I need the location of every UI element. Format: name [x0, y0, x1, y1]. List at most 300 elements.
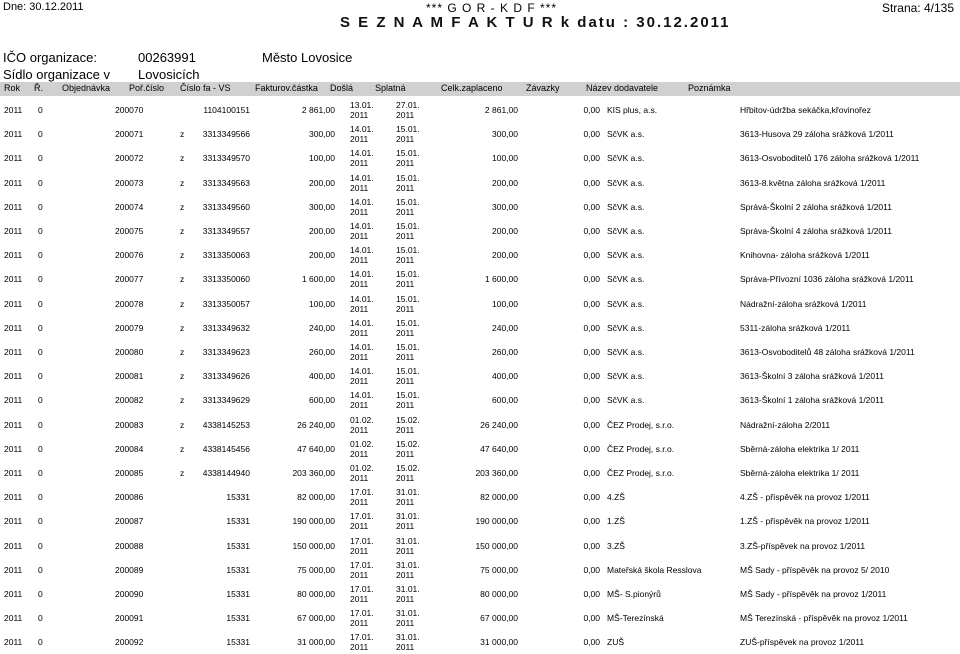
note-cell: MŠ Sady - příspěvěk na provoz 5/ 2010: [740, 564, 890, 575]
due-date-cell: [396, 463, 420, 483]
invoice-vs-cell: 15331: [226, 492, 250, 503]
r-cell: 0: [38, 540, 43, 551]
due-date-cell: [396, 173, 420, 193]
note-cell: MŠ Terezínská - příspěvěk na provoz 1/2011: [740, 613, 908, 624]
liabilities-cell: 0,00: [583, 153, 600, 164]
col-zavazky: Závazky: [526, 83, 560, 93]
received-date-cell-day: 14.01.: [350, 172, 374, 183]
received-date-cell-day: 17.01.: [350, 535, 374, 546]
due-date-cell-day: 31.01.: [396, 511, 420, 522]
r-cell: 0: [38, 274, 43, 285]
table-row: [0, 146, 960, 170]
z-flag-cell: z: [180, 129, 185, 140]
liabilities-cell: 0,00: [583, 564, 600, 575]
received-date-cell: [350, 366, 374, 386]
supplier-cell: SčVK a.s.: [607, 322, 645, 333]
year-cell: 2011: [4, 129, 23, 140]
paid-cell: 67 000,00: [480, 613, 518, 624]
invoice-vs-cell: 3313349566: [202, 129, 250, 140]
received-date-cell-year: 2011: [350, 497, 369, 508]
table-row: [0, 413, 960, 437]
due-date-cell-year: 2011: [396, 376, 415, 387]
invoice-vs-cell: 3313350060: [202, 274, 250, 285]
due-date-cell: [396, 197, 420, 217]
received-date-cell-day: 17.01.: [350, 487, 374, 498]
received-date-cell-year: 2011: [350, 642, 369, 653]
received-date-cell-day: 14.01.: [350, 317, 374, 328]
order-number-cell: 200071: [115, 129, 144, 140]
liabilities-cell: 0,00: [583, 516, 600, 527]
due-date-cell: [396, 415, 420, 435]
due-date-cell-year: 2011: [396, 497, 415, 508]
invoice-vs-cell: 15331: [226, 613, 250, 624]
col-objednavka: Objednávka: [62, 83, 111, 93]
org-name: Město Lovosice: [262, 50, 353, 65]
year-cell: 2011: [4, 177, 23, 188]
due-date-cell: [396, 560, 420, 580]
r-cell: 0: [38, 177, 43, 188]
liabilities-cell: 0,00: [583, 129, 600, 140]
note-cell: Sběrná-záloha elektrika 1/ 2011: [740, 468, 860, 478]
received-date-cell-day: 01.02.: [350, 414, 374, 425]
table-row: [0, 509, 960, 533]
amount-cell: 203 360,00: [292, 468, 335, 478]
due-date-cell-year: 2011: [396, 594, 415, 604]
supplier-cell: SčVK a.s.: [607, 347, 645, 357]
due-date-cell: [396, 511, 420, 531]
amount-cell: 100,00: [309, 153, 335, 164]
due-date-cell-day: 31.01.: [396, 584, 420, 594]
table-row: [0, 219, 960, 243]
year-cell: 2011: [4, 347, 23, 357]
year-cell: 2011: [4, 250, 23, 261]
liabilities-cell: 0,00: [583, 250, 600, 261]
due-date-cell: [396, 245, 420, 265]
z-flag-cell: z: [180, 153, 185, 164]
supplier-cell: SčVK a.s.: [607, 250, 645, 261]
invoice-vs-cell: 15331: [226, 516, 250, 527]
supplier-cell: SčVK a.s.: [607, 177, 645, 188]
year-cell: 2011: [4, 298, 23, 309]
note-cell: Sběrná-záloha elektrika 1/ 2011: [740, 443, 860, 454]
received-date-cell-day: 14.01.: [350, 245, 374, 256]
r-cell: 0: [38, 516, 43, 527]
due-date-cell-year: 2011: [396, 352, 415, 362]
table-row: [0, 340, 960, 364]
year-cell: 2011: [4, 589, 23, 599]
due-date-cell-day: 31.01.: [396, 535, 420, 546]
invoice-vs-cell: 3313349629: [202, 395, 250, 406]
received-date-cell-year: 2011: [350, 206, 369, 217]
received-date-cell-year: 2011: [350, 158, 369, 169]
due-date-cell-year: 2011: [396, 642, 415, 653]
received-date-cell-day: 14.01.: [350, 196, 374, 207]
r-cell: 0: [38, 637, 43, 648]
due-date-cell-day: 15.01.: [396, 366, 420, 377]
received-date-cell: [350, 487, 374, 507]
supplier-cell: MŠ-Terezínská: [607, 613, 664, 624]
z-flag-cell: z: [180, 322, 185, 333]
note-cell: 3613-Husova 29 záloha srážková 1/2011: [740, 129, 894, 140]
z-flag-cell: z: [180, 443, 185, 454]
year-cell: 2011: [4, 226, 23, 236]
note-cell: MŠ Sady - příspěvěk na provoz 1/2011: [740, 589, 887, 599]
received-date-cell: [350, 294, 374, 314]
due-date-cell: [396, 536, 420, 556]
table-row: [0, 98, 960, 122]
received-date-cell: [350, 390, 374, 410]
due-date-cell-year: 2011: [396, 545, 415, 556]
received-date-cell: [350, 173, 374, 193]
note-cell: 5311-záloha srážková 1/2011: [740, 322, 851, 333]
received-date-cell-day: 17.01.: [350, 559, 374, 570]
col-poznamka: Poznámka: [688, 83, 731, 93]
received-date-cell-day: 14.01.: [350, 342, 374, 352]
note-cell: 3613-Osvoboditelů 176 záloha srážková 1/2011: [740, 153, 920, 164]
order-number-cell: 200080: [115, 347, 144, 357]
received-date-cell-year: 2011: [350, 545, 369, 556]
amount-cell: 600,00: [309, 395, 335, 406]
table-row: [0, 364, 960, 388]
order-number-cell: 200092: [115, 637, 144, 648]
amount-cell: 240,00: [309, 322, 335, 333]
note-cell: 4.ZŠ - příspěvěk na provoz 1/2011: [740, 492, 870, 503]
liabilities-cell: 0,00: [583, 274, 600, 285]
received-date-cell-year: 2011: [350, 182, 369, 193]
year-cell: 2011: [4, 468, 23, 478]
due-date-cell-year: 2011: [396, 255, 415, 266]
supplier-cell: Mateřská škola Resslova: [607, 564, 702, 575]
col-splatna: Splatná: [375, 83, 406, 93]
received-date-cell-day: 14.01.: [350, 124, 374, 135]
received-date-cell-year: 2011: [350, 594, 369, 604]
received-date-cell: [350, 415, 374, 435]
order-number-cell: 200088: [115, 540, 144, 551]
supplier-cell: SčVK a.s.: [607, 395, 645, 406]
invoice-vs-cell: 15331: [226, 564, 250, 575]
note-cell: Nádražní-záloha srážková 1/2011: [740, 298, 867, 309]
paid-cell: 31 000,00: [480, 637, 518, 648]
due-date-cell: [396, 632, 420, 652]
invoice-vs-cell: 4338145456: [202, 443, 250, 454]
order-number-cell: 200082: [115, 395, 144, 406]
received-date-cell: [350, 197, 374, 217]
due-date-cell: [396, 342, 420, 362]
liabilities-cell: 0,00: [583, 637, 600, 648]
note-cell: Správá-Školní 2 záloha srážková 1/2011: [740, 201, 892, 212]
received-date-cell-year: 2011: [350, 521, 369, 532]
received-date-cell-day: 14.01.: [350, 390, 374, 401]
note-cell: 3613-Osvoboditelů 48 záloha srážková 1/2011: [740, 347, 915, 357]
r-cell: 0: [38, 468, 43, 478]
table-row: [0, 606, 960, 630]
liabilities-cell: 0,00: [583, 201, 600, 212]
amount-cell: 80 000,00: [297, 589, 335, 599]
invoice-vs-cell: 3313349623: [202, 347, 250, 357]
order-number-cell: 200090: [115, 589, 144, 599]
paid-cell: 47 640,00: [480, 443, 518, 454]
received-date-cell-year: 2011: [350, 448, 369, 459]
amount-cell: 200,00: [309, 177, 335, 188]
z-flag-cell: z: [180, 201, 185, 212]
note-cell: 3.ZŠ-příspěvek na provoz 1/2011: [740, 540, 866, 551]
due-date-cell-year: 2011: [396, 158, 415, 169]
supplier-cell: ZUŠ: [607, 637, 624, 648]
received-date-cell: [350, 536, 374, 556]
order-number-cell: 200087: [115, 516, 144, 527]
z-flag-cell: z: [180, 468, 185, 478]
liabilities-cell: 0,00: [583, 419, 600, 430]
paid-cell: 75 000,00: [480, 564, 518, 575]
table-row: [0, 485, 960, 509]
due-date-cell-day: 15.01.: [396, 342, 420, 352]
due-date-cell-year: 2011: [396, 569, 415, 580]
received-date-cell: [350, 124, 374, 144]
due-date-cell-day: 15.01.: [396, 124, 420, 135]
received-date-cell-day: 14.01.: [350, 148, 374, 159]
due-date-cell-year: 2011: [396, 327, 415, 338]
invoice-vs-cell: 3313349560: [202, 201, 250, 212]
due-date-cell: [396, 487, 420, 507]
due-date-cell: [396, 318, 420, 338]
year-cell: 2011: [4, 613, 23, 624]
note-cell: Správa-Přívozní 1036 záloha srážková 1/2011: [740, 274, 914, 285]
ico-value: 00263991: [138, 50, 196, 65]
year-cell: 2011: [4, 564, 23, 575]
liabilities-cell: 0,00: [583, 613, 600, 624]
year-cell: 2011: [4, 516, 23, 527]
invoice-vs-cell: 4338145253: [202, 419, 250, 430]
year-cell: 2011: [4, 105, 23, 115]
order-number-cell: 200076: [115, 250, 144, 261]
received-date-cell-year: 2011: [350, 424, 369, 435]
z-flag-cell: z: [180, 347, 185, 357]
order-number-cell: 200074: [115, 201, 144, 212]
due-date-cell-year: 2011: [396, 279, 415, 290]
due-date-cell: [396, 100, 420, 120]
order-number-cell: 200072: [115, 153, 144, 164]
year-cell: 2011: [4, 371, 23, 382]
paid-cell: 100,00: [492, 153, 518, 164]
received-date-cell-year: 2011: [350, 279, 369, 290]
paid-cell: 400,00: [492, 371, 518, 382]
due-date-cell-year: 2011: [396, 424, 415, 435]
paid-cell: 2 861,00: [484, 105, 518, 115]
due-date-cell-year: 2011: [396, 303, 415, 314]
received-date-cell-year: 2011: [350, 473, 369, 483]
liabilities-cell: 0,00: [583, 468, 600, 478]
z-flag-cell: z: [180, 395, 185, 406]
r-cell: 0: [38, 129, 43, 140]
due-date-cell-year: 2011: [396, 110, 415, 120]
paid-cell: 190 000,00: [475, 516, 518, 527]
due-date-cell-day: 15.01.: [396, 221, 420, 231]
column-header-bar: [0, 82, 960, 96]
order-number-cell: 200083: [115, 419, 144, 430]
table-row: [0, 582, 960, 606]
due-date-cell-day: 15.02.: [396, 414, 420, 425]
paid-cell: 240,00: [492, 322, 518, 333]
invoice-vs-cell: 1104100151: [203, 105, 250, 115]
note-cell: 3613-Školní 3 záloha srážková 1/2011: [740, 371, 884, 382]
table-row: [0, 267, 960, 291]
due-date-cell: [396, 439, 420, 459]
received-date-cell: [350, 584, 374, 604]
col-castka: Fakturov.částka: [255, 83, 318, 93]
supplier-cell: MŠ- S.pionýrů: [607, 589, 661, 599]
r-cell: 0: [38, 589, 43, 599]
due-date-cell: [396, 148, 420, 168]
paid-cell: 82 000,00: [480, 492, 518, 503]
amount-cell: 260,00: [309, 347, 335, 357]
received-date-cell: [350, 221, 374, 241]
r-cell: 0: [38, 201, 43, 212]
invoice-vs-cell: 15331: [226, 637, 250, 648]
r-cell: 0: [38, 395, 43, 406]
received-date-cell: [350, 632, 374, 652]
paid-cell: 200,00: [492, 226, 518, 236]
received-date-cell: [350, 100, 374, 120]
due-date-cell-day: 15.01.: [396, 196, 420, 207]
invoice-vs-cell: 4338144940: [202, 468, 250, 478]
col-zaplaceno: Celk.zaplaceno: [441, 83, 503, 93]
due-date-cell-day: 15.01.: [396, 317, 420, 328]
invoice-vs-cell: 15331: [226, 540, 250, 551]
received-date-cell: [350, 148, 374, 168]
received-date-cell-day: 17.01.: [350, 511, 374, 522]
due-date-cell-year: 2011: [396, 206, 415, 217]
due-date-cell: [396, 221, 420, 241]
due-date-cell-day: 31.01.: [396, 559, 420, 570]
year-cell: 2011: [4, 322, 23, 333]
report-date: Dne: 30.12.2011: [3, 1, 84, 13]
invoice-vs-cell: 3313349626: [202, 371, 250, 382]
due-date-cell: [396, 390, 420, 410]
order-number-cell: 200075: [115, 226, 144, 236]
paid-cell: 200,00: [492, 177, 518, 188]
received-date-cell-day: 14.01.: [350, 221, 374, 231]
supplier-cell: SčVK a.s.: [607, 226, 645, 236]
order-number-cell: 200086: [115, 492, 144, 503]
due-date-cell: [396, 584, 420, 604]
liabilities-cell: 0,00: [583, 443, 600, 454]
z-flag-cell: z: [180, 226, 185, 236]
received-date-cell-day: 01.02.: [350, 438, 374, 449]
paid-cell: 100,00: [492, 298, 518, 309]
amount-cell: 1 600,00: [301, 274, 335, 285]
due-date-cell-day: 31.01.: [396, 608, 420, 619]
supplier-cell: SčVK a.s.: [607, 201, 645, 212]
due-date-cell-day: 15.01.: [396, 172, 420, 183]
order-number-cell: 200084: [115, 443, 144, 454]
received-date-cell-year: 2011: [350, 255, 369, 266]
col-dodavatel: Název dodavatele: [586, 83, 659, 93]
amount-cell: 47 640,00: [297, 443, 335, 454]
order-number-cell: 200079: [115, 322, 144, 333]
table-row: [0, 316, 960, 340]
year-cell: 2011: [4, 419, 23, 430]
supplier-cell: SčVK a.s.: [607, 371, 645, 382]
received-date-cell-day: 17.01.: [350, 584, 374, 594]
order-number-cell: 200078: [115, 298, 144, 309]
r-cell: 0: [38, 564, 43, 575]
r-cell: 0: [38, 226, 43, 236]
invoice-vs-cell: 3313350057: [202, 298, 250, 309]
due-date-cell: [396, 608, 420, 628]
order-number-cell: 200091: [115, 613, 144, 624]
order-number-cell: 200073: [115, 177, 144, 188]
table-row: [0, 558, 960, 582]
due-date-cell-year: 2011: [396, 231, 415, 241]
col-cislo-fa: Číslo fa - VS: [180, 83, 231, 93]
paid-cell: 203 360,00: [475, 468, 518, 478]
paid-cell: 150 000,00: [475, 540, 518, 551]
sidlo-label: Sídlo organizace v: [3, 67, 110, 82]
due-date-cell-year: 2011: [396, 400, 415, 411]
liabilities-cell: 0,00: [583, 298, 600, 309]
received-date-cell-year: 2011: [350, 231, 369, 241]
amount-cell: 150 000,00: [292, 540, 335, 551]
order-number-cell: 200085: [115, 468, 144, 478]
amount-cell: 26 240,00: [297, 419, 335, 430]
z-flag-cell: z: [180, 177, 185, 188]
paid-cell: 1 600,00: [484, 274, 518, 285]
due-date-cell-day: 15.02.: [396, 463, 420, 473]
col-r: Ř.: [34, 83, 43, 93]
order-number-cell: 200077: [115, 274, 144, 285]
amount-cell: 82 000,00: [297, 492, 335, 503]
col-rok: Rok: [4, 83, 21, 93]
table-row: [0, 171, 960, 195]
received-date-cell-day: 17.01.: [350, 608, 374, 619]
r-cell: 0: [38, 419, 43, 430]
received-date-cell-year: 2011: [350, 303, 369, 314]
paid-cell: 300,00: [492, 201, 518, 212]
amount-cell: 190 000,00: [292, 516, 335, 527]
liabilities-cell: 0,00: [583, 177, 600, 188]
amount-cell: 75 000,00: [297, 564, 335, 575]
invoice-vs-cell: 15331: [226, 589, 250, 599]
year-cell: 2011: [4, 540, 23, 551]
r-cell: 0: [38, 492, 43, 503]
supplier-cell: ČEZ Prodej, s.r.o.: [607, 468, 675, 478]
received-date-cell-year: 2011: [350, 376, 369, 387]
liabilities-cell: 0,00: [583, 492, 600, 503]
note-cell: 1.ZŠ - příspěvěk na provoz 1/2011: [740, 516, 870, 527]
amount-cell: 400,00: [309, 371, 335, 382]
table-row: [0, 243, 960, 267]
received-date-cell: [350, 439, 374, 459]
supplier-cell: SčVK a.s.: [607, 129, 645, 140]
due-date-cell-day: 15.02.: [396, 438, 420, 449]
received-date-cell-year: 2011: [350, 569, 369, 580]
r-cell: 0: [38, 153, 43, 164]
year-cell: 2011: [4, 637, 23, 648]
table-row: [0, 195, 960, 219]
table-row: [0, 292, 960, 316]
received-date-cell: [350, 560, 374, 580]
received-date-cell: [350, 511, 374, 531]
supplier-cell: SčVK a.s.: [607, 274, 645, 285]
invoice-vs-cell: 3313349563: [202, 177, 250, 188]
year-cell: 2011: [4, 274, 23, 285]
due-date-cell-year: 2011: [396, 521, 415, 532]
received-date-cell-day: 01.02.: [350, 463, 374, 473]
invoice-vs-cell: 3313350063: [202, 250, 250, 261]
note-cell: Knihovna- záloha srážková 1/2011: [740, 250, 870, 261]
paid-cell: 200,00: [492, 250, 518, 261]
due-date-cell-day: 31.01.: [396, 487, 420, 498]
